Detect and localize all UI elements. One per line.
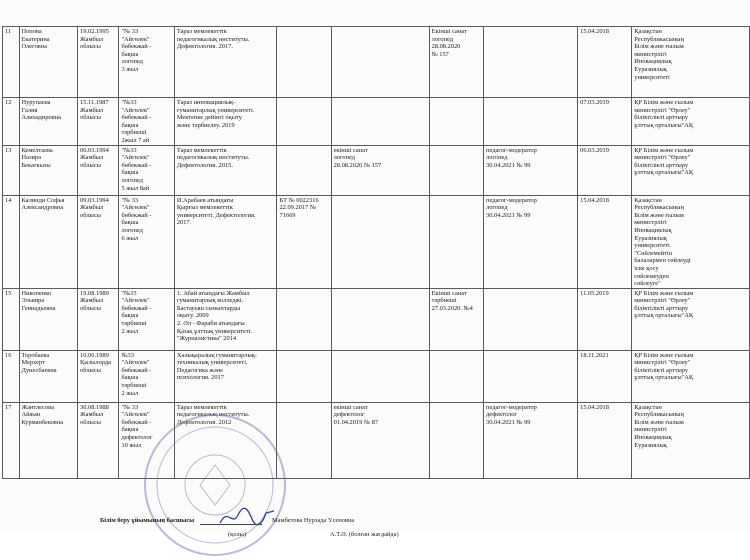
cell-edu: Тараз мемлекеттік педагогикалық институты. Дефектология. 2012: [174, 402, 277, 478]
signature-caption: (қолы): [228, 531, 246, 538]
cell-cat3: [484, 27, 578, 98]
name-caption: А.Т.Ә. (болған жағдайда): [330, 531, 399, 538]
cell-birth: 19.02.1995 Жамбыл облысы: [78, 27, 119, 98]
cell-birth: 10.06.1989 Қызылорда облысы: [78, 350, 119, 402]
cell-name: Жантлесова Айжан Курманбековна: [19, 402, 78, 478]
cell-work: "№33 "Айгөлек" бөбекжай - бақша тәрбиеші 2 жыл: [119, 288, 174, 350]
table-row: [3, 350, 750, 402]
cell-edu: Халықаралық гуманитарлық- техникалық университеті. Педагогика және психология. 2017: [174, 350, 277, 402]
cell-cat2: Екінші санат тәрбиеші 27.03.2020. №4: [429, 288, 483, 350]
cell-work: "№ 33 "Айгөлек" бөбекжай - бақша логопед 6 жыл: [119, 195, 174, 288]
signature-line: [200, 524, 262, 525]
cell-cat2: Екінші санат логопед 28.08.2020 № 157: [429, 27, 483, 98]
cell-cat1: [331, 195, 429, 288]
cell-edu: Тараз инновациялық- гуманитарлық университеті. Мектепке дейінгі оқыту және тәрбиелеу. 2019: [174, 98, 277, 146]
cell-edu: Тараз мемлекеттік педагогикалық институты. Дефектология. 2017.: [174, 27, 277, 98]
cell-birth: 09.03.1994 Жамбыл облысы: [78, 195, 119, 288]
cell-diploma: [277, 98, 331, 146]
cell-cat3: [484, 98, 578, 146]
cell-cat1: екінші санат логопед 28.08.2020 № 157: [331, 145, 429, 195]
staff-table: [2, 26, 750, 479]
cell-num: 14: [3, 195, 20, 288]
cell-cat1: [331, 27, 429, 98]
cell-course-date: 15.04.2018: [578, 27, 632, 98]
cell-course-date: 15.04.2018: [578, 402, 632, 478]
cell-course-date: 06.03.2019: [578, 145, 632, 195]
cell-course-org: ҚР Білім және ғылым министрлігі "Өрлеу" біліктілікті арттыру ұлттық орталығы"АҚ: [632, 350, 750, 402]
cell-name: Калинди Софья Александровна: [19, 195, 78, 288]
cell-cat3: педагог-модератор логопед 30.04.2021 № 99: [484, 145, 578, 195]
cell-birth: 15.11.1987 Жамбыл облысы: [78, 98, 119, 146]
cell-cat3: педагог-модератор дефектолог 30.04.2021 № 99: [484, 402, 578, 478]
cell-work: "№ 33 "Айгөлек" бөбекжай - бақша логопед 3 жыл: [119, 27, 174, 98]
table-row: [3, 98, 750, 146]
cell-cat2: [429, 145, 483, 195]
cell-name: Кемелтаева Назира Бекаткызы: [19, 145, 78, 195]
cell-course-date: 18.11.2021: [578, 350, 632, 402]
head-label: Білім беру ұйымының басшысы: [100, 517, 195, 524]
cell-diploma: [277, 27, 331, 98]
cell-course-org: Қазақстан Республикасының Білім және ғылым министрлігі Иновациялық Еуразиялық университеті: [632, 27, 750, 98]
cell-cat2: [429, 350, 483, 402]
cell-cat3: [484, 288, 578, 350]
cell-work: "№33 "Айгөлек" бөбекжай - бақша тәрбиеші 2жыл 7 ай: [119, 98, 174, 146]
cell-name: Нурупаева Галия Алихадировна: [19, 98, 78, 146]
table-row: [3, 145, 750, 195]
cell-cat1: екінші санат дефектолог 01.04.2019 № 87: [331, 402, 429, 478]
cell-cat1: [331, 288, 429, 350]
cell-name: Торобаева Мерхерт Дунесбаевна: [19, 350, 78, 402]
table-row: [3, 402, 750, 478]
cell-diploma: БТ № 0022316 22.09.2017 № 71669: [277, 195, 331, 288]
cell-cat3: педагог-модератор логопед 30.04.2021 № 99: [484, 195, 578, 288]
cell-course-org: Қазақстан Республикасының Білім және ғылым министрлігі Иновациялық Еуразиялық университеті "Сөйлемейтін балалармен сөйлеуді іске қосу сөйлемеуден сөйлеуге": [632, 195, 750, 288]
cell-course-org: ҚР Білім және ғылым министрлігі "Өрлеу" біліктілікті арттыру ұлттық орталығы"АҚ: [632, 98, 750, 146]
cell-course-date: 15.04.2018: [578, 195, 632, 288]
cell-birth: 19.08.1989 Жамбыл облысы: [78, 288, 119, 350]
cell-course-date: 07.03.2019: [578, 98, 632, 146]
cell-num: 13: [3, 145, 20, 195]
cell-birth: 06.03.1994 Жамбыл облысы: [78, 145, 119, 195]
cell-course-date: 11.05.2019: [578, 288, 632, 350]
cell-work: "№ 33 "Айгөлек" бөбекжай - бақша дефектолог 10 жыл: [119, 402, 174, 478]
cell-edu: 1. Абай атындағы Жамбыл гуманитарлық колледжі. Бастауыш сыныптарды оқыту. 2009 2. Әл - Фараби атындағы Қазақ ұлттық университеті. "Журналистика" 2014: [174, 288, 277, 350]
cell-cat1: [331, 350, 429, 402]
table-row: [3, 27, 750, 98]
cell-num: 12: [3, 98, 20, 146]
cell-name: Попова Екатерина Олеговна: [19, 27, 78, 98]
cell-num: 16: [3, 350, 20, 402]
cell-num: 15: [3, 288, 20, 350]
cell-diploma: [277, 350, 331, 402]
cell-cat2: [429, 98, 483, 146]
cell-cat1: [331, 98, 429, 146]
cell-work: "№33 "Айгөлек" бөбекжай - бақша логопед 5 жыл 8ай: [119, 145, 174, 195]
cell-diploma: [277, 288, 331, 350]
cell-course-org: Қазақстан Республикасының Білім және ғылым министрлігі Иновациялық Еуразиялық: [632, 402, 750, 478]
cell-work: №33 "Айгөлек" бөбекжай - бақша тәрбиеші 2 жыл: [119, 350, 174, 402]
signature-footer: [0, 511, 750, 538]
cell-cat2: [429, 195, 483, 288]
cell-num: 17: [3, 402, 20, 478]
cell-birth: 30.08.1988 Жамбыл облысы: [78, 402, 119, 478]
cell-course-org: ҚР Білім және ғылым министрлігі "Өрлеу" біліктілікті арттыру ұлттық орталығы"АҚ: [632, 288, 750, 350]
cell-course-org: ҚР Білім және ғылым министрлігі "Өрлеу" біліктілікті арттыру ұлттық орталығы"АҚ: [632, 145, 750, 195]
round-seal-stamp: [140, 410, 290, 560]
cell-edu: И.Арабаев атындағы Қырғыз мемлекеттік университеті. Дефектология. 2017.: [174, 195, 277, 288]
head-name: Мамбетова Нурзада Үсеновна: [272, 517, 355, 524]
table-row: [3, 195, 750, 288]
cell-diploma: [277, 145, 331, 195]
cell-num: 11: [3, 27, 20, 98]
cell-cat3: [484, 350, 578, 402]
cell-edu: Тараз мемлекеттік педагогикалық институты. Дефектология. 2015.: [174, 145, 277, 195]
cell-name: Никопенко Эльвира Геннадьевна: [19, 288, 78, 350]
cell-cat2: [429, 402, 483, 478]
table-row: [3, 288, 750, 350]
